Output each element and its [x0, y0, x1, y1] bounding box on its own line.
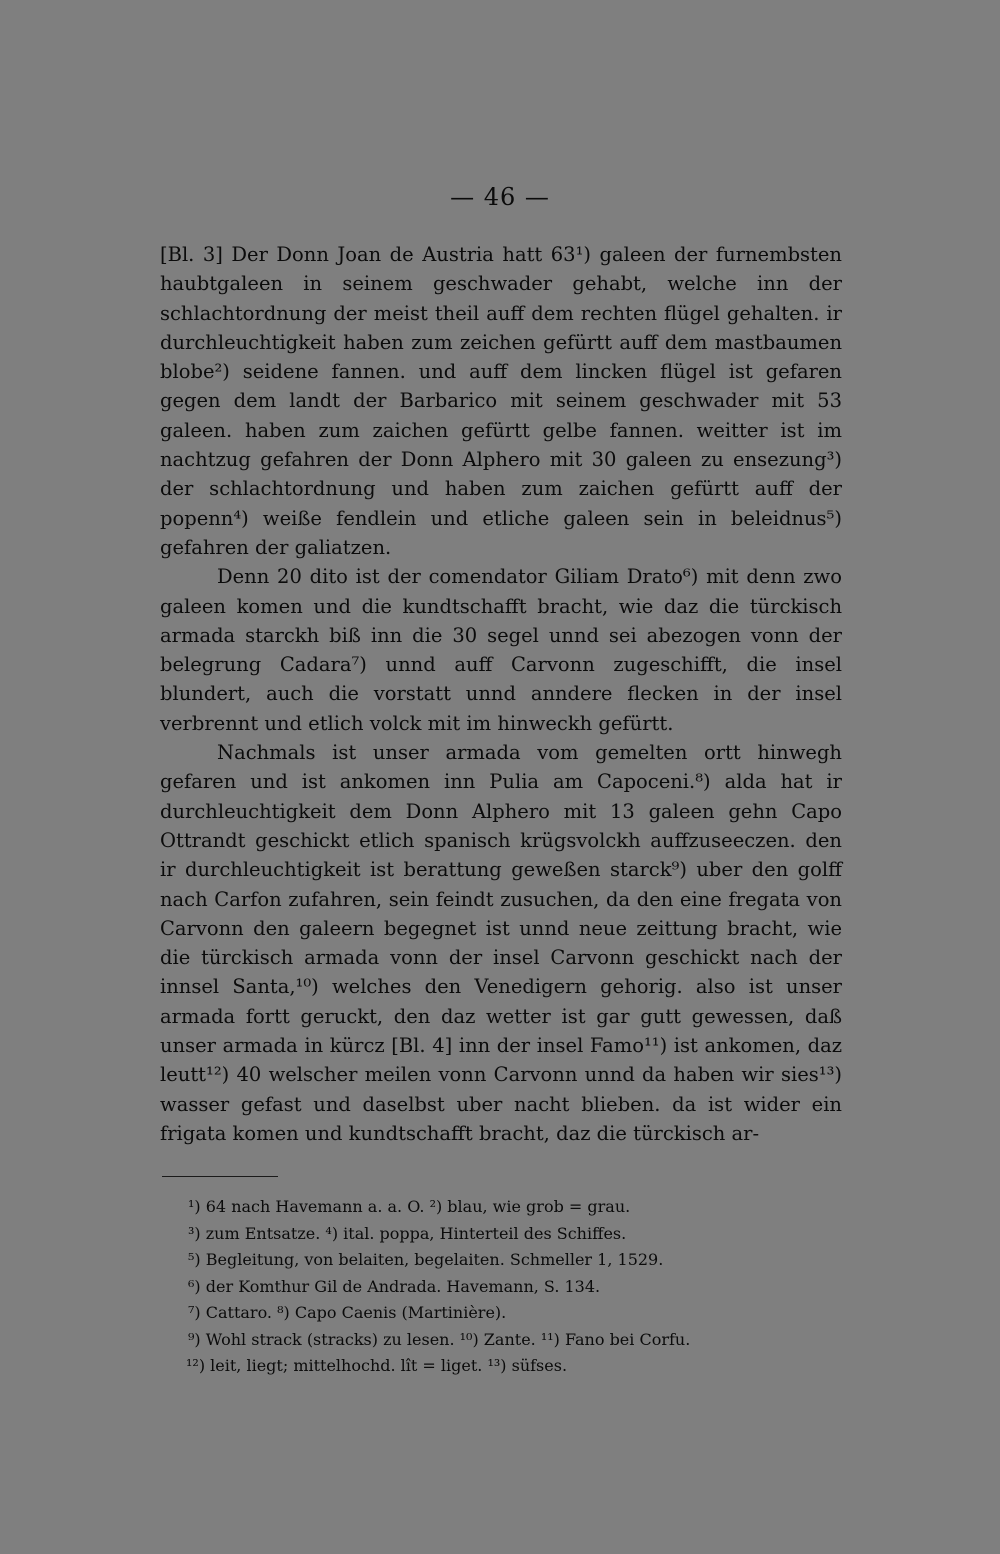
page-number: — 46 —	[450, 183, 550, 211]
footnote-line: ¹²) leit, liegt; mittelhochd. lît = liget. ¹³) süfses.	[186, 1356, 568, 1375]
footnote-line: ⁶) der Komthur Gil de Andrada. Havemann, S. 134.	[188, 1276, 601, 1296]
footnote-line: ⁵) Begleitung, von belaiten, begelaiten. Schmeller 1, 1529.	[188, 1250, 664, 1269]
body-text	[160, 240, 842, 1148]
paragraph-3: Nachmals ist unser armada vom gemelten ortt hinwegh gefaren und ist ankomen inn Pulia am Capoceni.⁸) alda hat ir durchleuchtigkeit dem Donn Alphero mit 13 galeen gehn Capo Ottrandt geschickt etlich spanisch krügsvolckh auffzuseeczen. den ir durchleuchtigkeit ist berattung geweßen starck⁹) uber den golff nach Carfon zufahren, sein feindt zusuchen, da den eine fregata von Carvonn den galeern begegnet ist unnd neue zeittung bracht, wie die türckisch armada vonn der insel Carvonn geschickt nach der innsel Santa,¹⁰) welches den Venedigern gehorig. also ist unser armada fortt geruckt, den daz wetter ist gar gutt gewessen, daß unser armada in kürcz [Bl. 4] inn der insel Famo¹¹) ist ankomen, daz leutt¹²) 40 welscher meilen vonn Carvonn unnd da haben wir sies¹³) wasser gefast und daselbst uber nacht blieben. da ist wider ein frigata komen und kundtschafft bracht, daz die türckisch ar-	[160, 741, 842, 1145]
footnote-line: ⁷) Cattaro. ⁸) Capo Caenis (Martinière).	[188, 1303, 507, 1322]
footnote-line: ³) zum Entsatze. ⁴) ital. poppa, Hinterteil des Schiffes.	[188, 1223, 627, 1243]
footnote-line: ¹) 64 nach Havemann a. a. O. ²) blau, wie grob = grau.	[188, 1197, 631, 1216]
paragraph-1: [Bl. 3] Der Donn Joan de Austria hatt 63¹) galeen der furnembsten haubtgaleen in seinem geschwader gehabt, welche inn der schlachtordnung der meist theil auff dem rechten flügel gehalten. ir durchleuchtigkeit haben zum zeichen gefürtt auff dem mastbaumen blobe²) seidene fannen. und auff dem lincken flügel ist gefaren gegen dem landt der Barbarico mit seinem geschwader mit 53 galeen. haben zum zaichen gefürtt gelbe fannen. weitter ist im nachtzug gefahren der Donn Alphero mit 30 galeen zu ensezung³) der schlachtordnung und haben zum zaichen gefürtt auff der popenn⁴) weiße fendlein und etliche galeen sein in beleidnus⁵) gefahren der galiatzen.	[160, 243, 842, 559]
footnote-line: ⁹) Wohl strack (stracks) zu lesen. ¹⁰) Zante. ¹¹) Fano bei Corfu.	[188, 1329, 691, 1349]
footnotes	[188, 1194, 828, 1380]
footnote-rule	[162, 1176, 278, 1177]
paragraph-2: Denn 20 dito ist der comendator Giliam Drato⁶) mit denn zwo galeen komen und die kundtschafft bracht, wie daz die türckisch armada starckh biß inn die 30 segel unnd sei abezogen vonn der belegrung Cadara⁷) unnd auff Carvonn zugeschifft, die insel blundert, auch die vorstatt unnd anndere flecken in der insel verbrennt und etlich volck mit im hinweckh gefürtt.	[160, 565, 842, 735]
